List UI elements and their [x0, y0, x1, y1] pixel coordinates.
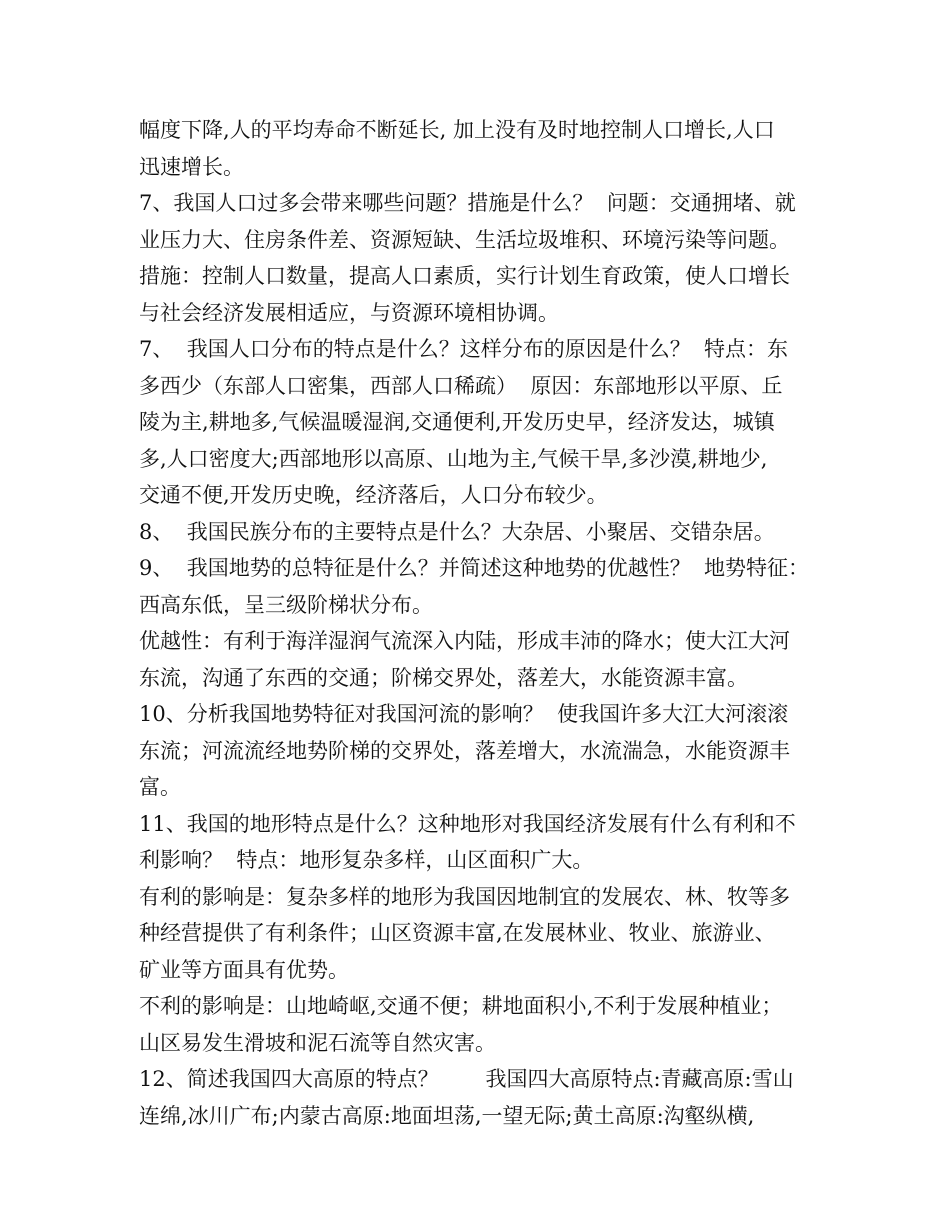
text-line: 有利的影响是：复杂多样的地形为我国因地制宜的发展农、林、牧等多: [139, 884, 790, 909]
text-line: 优越性：有利于海洋湿润气流深入内陆，形成丰沛的降水；使大江大河: [139, 629, 790, 653]
text-line: 11、我国的地形特点是什么？这种地形对我国经济发展有什么有利和不: [139, 811, 796, 836]
text-line: 迅速增长。: [139, 154, 244, 179]
text-line: 12、简述我国四大高原的特点？ 我国四大高原特点:青藏高原:雪山: [139, 1067, 794, 1091]
text-line: 措施：控制人口数量，提高人口素质，实行计划生育政策，使人口增长: [139, 264, 790, 288]
text-line: 利影响？ 特点：地形复杂多样，山区面积广大。: [139, 848, 594, 872]
text-line: 与社会经济发展相适应，与资源环境相协调。: [139, 300, 559, 325]
text-line: 9、 我国地势的总特征是什么？并简述这种地势的优越性？ 地势特征：: [139, 556, 810, 580]
text-line: 7、我国人口过多会带来哪些问题？措施是什么？ 问题：交通拥堵、就: [139, 191, 796, 215]
text-line: 业压力大、住房条件差、资源短缺、生活垃圾堆积、环境污染等问题。: [139, 227, 790, 252]
text-line: 8、 我国民族分布的主要特点是什么？大杂居、小聚居、交错杂居。: [139, 519, 775, 544]
text-line: 连绵,冰川广布;内蒙古高原:地面坦荡,一望无际;黄土高原:沟壑纵横,: [139, 1103, 755, 1128]
text-line: 富。: [139, 775, 181, 799]
text-line: 10、分析我国地势特征对我国河流的影响？ 使我国许多大江大河滚滚: [139, 702, 789, 726]
document-body: [139, 112, 829, 1134]
text-line: 7、 我国人口分布的特点是什么？这样分布的原因是什么？ 特点：东: [139, 337, 789, 361]
text-line: 陵为主,耕地多,气候温暖湿润,交通便利,开发历史早，经济发达，城镇: [139, 410, 775, 434]
text-line: 幅度下降,人的平均寿命不断延长, 加上没有及时地控制人口增长,人口: [139, 118, 775, 142]
text-line: 多西少（东部人口密集，西部人口稀疏） 原因：东部地形以平原、丘: [139, 373, 783, 398]
text-line: 种经营提供了有利条件；山区资源丰富,在发展林业、牧业、旅游业、: [139, 921, 776, 945]
text-line: 不利的影响是：山地崎岖,交通不便；耕地面积小,不利于发展种植业；: [139, 994, 783, 1018]
text-line: 东流，沟通了东西的交通；阶梯交界处，落差大，水能资源丰富。: [139, 665, 748, 690]
text-line: 东流；河流流经地势阶梯的交界处，落差增大，水流湍急，水能资源丰: [139, 738, 790, 763]
text-line: 交通不便,开发历史晚，经济落后，人口分布较少。: [139, 483, 608, 507]
text-line: 山区易发生滑坡和泥石流等自然灾害。: [139, 1030, 496, 1055]
text-line: 多,人口密度大;西部地形以高原、山地为主,气候干旱,多沙漠,耕地少,: [139, 446, 768, 471]
text-line: 矿业等方面具有优势。: [139, 957, 349, 982]
text-line: 西高东低，呈三级阶梯状分布。: [139, 592, 433, 617]
